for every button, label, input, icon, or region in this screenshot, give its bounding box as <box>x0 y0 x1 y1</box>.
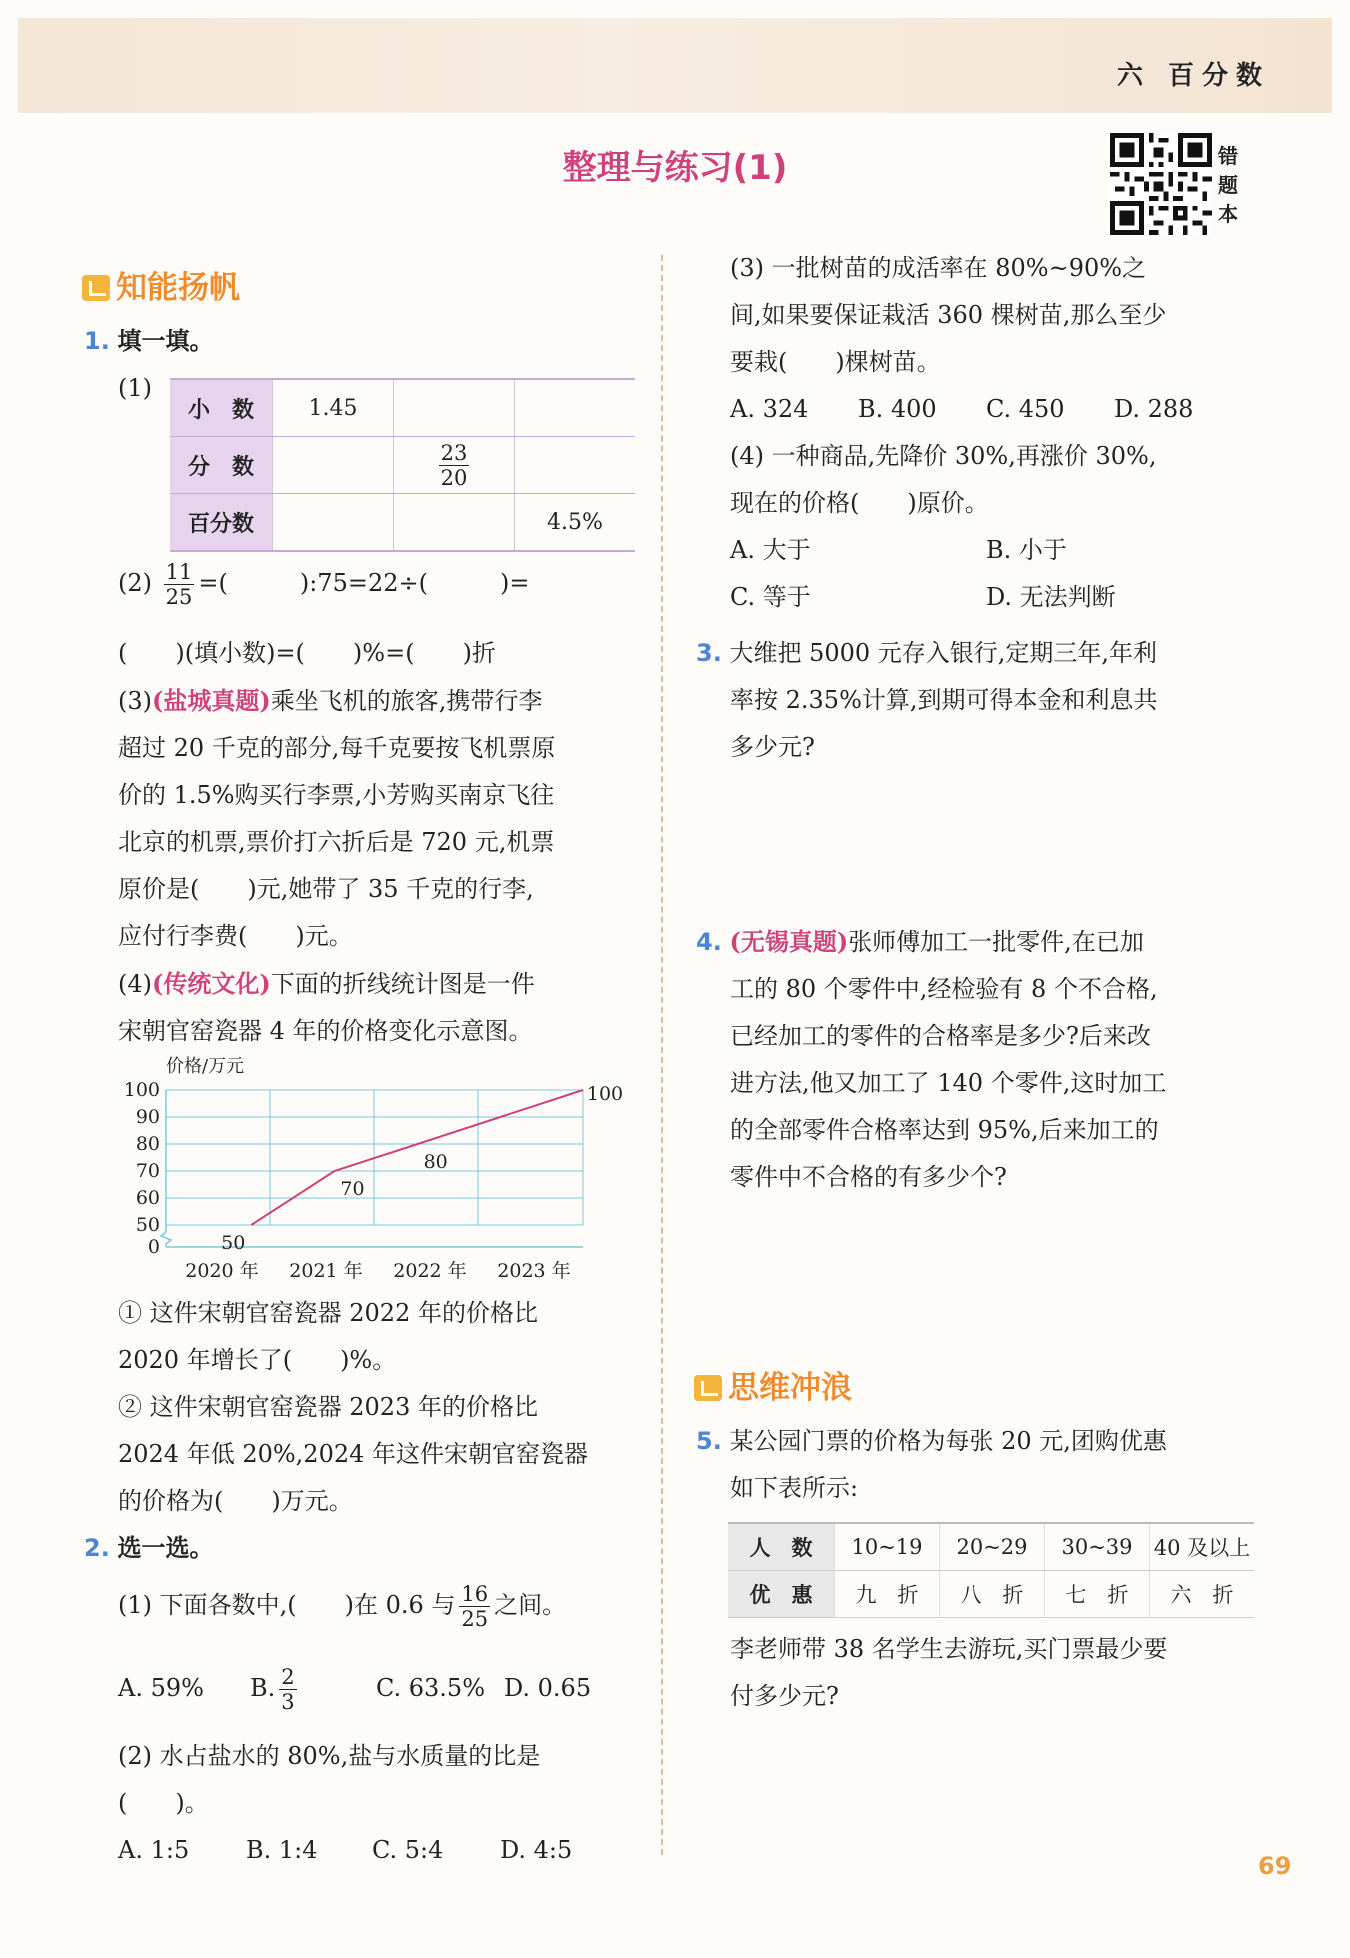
table-cell[interactable] <box>515 437 636 494</box>
row-header: 分 数 <box>170 437 273 494</box>
text-line: (4) 一种商品,先降价 30%,再涨价 30%, <box>730 442 1157 470</box>
table-cell: 20~29 <box>940 1523 1045 1571</box>
text-line <box>730 574 1250 621</box>
page-number: 69 <box>1258 1852 1292 1880</box>
y-tick-label: 80 <box>135 1133 160 1155</box>
y-tick-label: 90 <box>135 1106 160 1128</box>
q2-p2 <box>118 1733 638 1874</box>
q1-p3 <box>118 677 638 1055</box>
x-tick-labels <box>185 1260 570 1282</box>
chapter-label: 六 百分数 <box>1116 61 1270 91</box>
table-cell: 六 折 <box>1150 1571 1255 1618</box>
text-line: ② 这件宋朝官窑瓷器 2023 年的价格比 <box>118 1393 538 1421</box>
text-line: 的全部零件合格率达到 95%,后来加工的 <box>730 1116 1159 1144</box>
text-line: 5. 某公园门票的价格为每张 20 元,团购优惠 <box>696 1427 1167 1455</box>
text-line: ① 这件宋朝官窑瓷器 2022 年的价格比 <box>118 1299 538 1327</box>
y-tick-label: 0 <box>147 1236 160 1258</box>
discount-table <box>728 1522 1254 1618</box>
q2-number: 2. <box>84 1534 110 1562</box>
price-line-chart <box>118 1050 638 1290</box>
text-line: 多少元? <box>730 733 815 761</box>
option-d[interactable]: D. 288 <box>1114 395 1194 423</box>
text-line: 宋朝官窑瓷器 4 年的价格变化示意图。 <box>118 1017 533 1045</box>
option-d[interactable]: D. 无法判断 <box>986 583 1116 611</box>
table-cell: 10~19 <box>835 1523 940 1571</box>
text-line: ( )。 <box>118 1789 209 1817</box>
table-cell: 1.45 <box>273 379 394 437</box>
text-line: 4. (无锡真题)张师傅加工一批零件,在已加 <box>696 927 1144 956</box>
q1-p2-line2: ( )(填小数)=( )%=( )折 <box>118 639 496 667</box>
q1-p1-label: (1) <box>118 374 152 402</box>
table-cell: 4.5% <box>515 494 636 552</box>
table-cell[interactable] <box>273 437 394 494</box>
y-tick-labels <box>124 1079 160 1258</box>
text-line: (2) 水占盐水的 80%,盐与水质量的比是 <box>118 1742 541 1770</box>
option-b[interactable]: B. 1:4 <box>246 1836 318 1864</box>
x-tick-label: 2020 年 <box>185 1260 259 1282</box>
fraction: $\frac{11}{25}$ <box>165 560 193 609</box>
q1-number: 1. <box>84 327 110 355</box>
option-b[interactable]: B. 400 <box>858 395 937 423</box>
text-line <box>118 1827 638 1874</box>
section-label-2: 思维冲浪 <box>728 1370 852 1406</box>
option-d[interactable]: D. 0.65 <box>504 1674 592 1702</box>
option-d[interactable]: D. 4:5 <box>500 1836 573 1864</box>
option-c[interactable]: C. 5:4 <box>372 1836 444 1864</box>
q5 <box>696 1418 1256 1512</box>
text-line: 已经加工的零件的合格率是多少?后来改 <box>730 1022 1151 1050</box>
column-divider <box>661 255 663 1855</box>
option-c[interactable]: C. 63.5% <box>376 1674 486 1702</box>
q4-number: 4. <box>696 928 722 956</box>
table-cell[interactable] <box>515 379 636 437</box>
text-line: 应付行李费( )元。 <box>118 922 353 950</box>
y-tick-label: 60 <box>135 1187 160 1209</box>
text-line: (3)(盐城真题)乘坐飞机的旅客,携带行李 <box>118 686 543 715</box>
y-axis-label: 价格/万元 <box>166 1056 245 1077</box>
q2-p1: (1) 下面各数中,( )在 0.6 与 $\frac{16}{25}$ 之间。 <box>118 1582 567 1631</box>
table-row <box>170 494 635 552</box>
q5-question <box>730 1626 1260 1720</box>
option-b[interactable]: B. $\frac{2}{3}$ <box>250 1665 295 1714</box>
text-line: 3. 大维把 5000 元存入银行,定期三年,年利 <box>696 639 1158 667</box>
series-line <box>251 1090 583 1225</box>
page-title: 整理与练习(1) <box>562 148 788 188</box>
text-line: 零件中不合格的有多少个? <box>730 1163 1007 1191</box>
row-header: 人 数 <box>728 1523 835 1571</box>
q1-sub-questions <box>118 1290 638 1525</box>
table-cell[interactable] <box>394 379 515 437</box>
x-tick-label: 2023 年 <box>497 1260 571 1282</box>
option-a[interactable]: A. 1:5 <box>118 1836 190 1864</box>
option-c[interactable]: C. 450 <box>986 395 1065 423</box>
qr-code-icon[interactable] <box>1110 133 1212 235</box>
source-tag: (无锡真题) <box>729 927 849 956</box>
text-line: 率按 2.35%计算,到期可得本金和利息共 <box>730 686 1158 714</box>
x-tick-label: 2021 年 <box>289 1260 363 1282</box>
data-label: 50 <box>221 1232 246 1254</box>
q2-p3-p4 <box>730 245 1250 621</box>
text-line: 原价是( )元,她带了 35 千克的行李, <box>118 875 534 903</box>
text-line: 间,如果要保证栽活 360 棵树苗,那么至少 <box>730 301 1167 329</box>
fraction: $\frac{23}{20}$ <box>440 440 468 490</box>
option-a[interactable]: A. 59% <box>118 1674 204 1702</box>
text-line <box>730 527 1250 574</box>
text-line: 的价格为( )万元。 <box>118 1487 353 1515</box>
option-b[interactable]: B. 小于 <box>986 536 1067 564</box>
table-cell: 40 及以上 <box>1150 1523 1255 1571</box>
text-line: (3) 一批树苗的成活率在 80%~90%之 <box>730 254 1147 282</box>
section-title-1 <box>82 262 240 307</box>
q4 <box>696 918 1256 1201</box>
y-tick-label: 50 <box>135 1214 160 1236</box>
table-row <box>728 1523 1254 1571</box>
option-a[interactable]: A. 大于 <box>730 536 811 564</box>
y-tick-label: 70 <box>135 1160 160 1182</box>
text-line: 李老师带 38 名学生去游玩,买门票最少要 <box>730 1635 1168 1663</box>
text-line: 如下表所示: <box>730 1474 859 1502</box>
book-icon <box>82 275 110 301</box>
table-row <box>170 379 635 437</box>
qr-label: 错题本 <box>1218 144 1238 226</box>
option-c[interactable]: C. 等于 <box>730 583 811 611</box>
table-cell: 30~39 <box>1045 1523 1150 1571</box>
fraction: $\frac{16}{25}$ <box>461 1582 489 1631</box>
q5-number: 5. <box>696 1427 722 1455</box>
source-tag: (盐城真题) <box>152 686 271 715</box>
table-cell[interactable] <box>394 494 515 552</box>
q3-number: 3. <box>696 639 722 667</box>
data-label: 70 <box>340 1178 365 1200</box>
decimal-fraction-table <box>170 378 635 552</box>
source-tag: (传统文化) <box>152 969 271 998</box>
row-header: 小 数 <box>170 379 273 437</box>
text-line: 要栽( )棵树苗。 <box>730 348 941 376</box>
data-labels <box>221 1083 623 1254</box>
table-cell <box>394 437 515 494</box>
table-cell[interactable] <box>273 494 394 552</box>
text-line <box>730 386 1250 433</box>
x-tick-label: 2022 年 <box>393 1260 467 1282</box>
axis-break <box>161 1232 171 1247</box>
row-header: 优 惠 <box>728 1571 835 1618</box>
table-cell: 九 折 <box>835 1571 940 1618</box>
text-line: 工的 80 个零件中,经检验有 8 个不合格, <box>730 975 1158 1003</box>
q2-title: 选一选。 <box>117 1534 214 1562</box>
option-a[interactable]: A. 324 <box>730 395 809 423</box>
fraction: $\frac{2}{3}$ <box>281 1665 295 1714</box>
text-line: 超过 20 千克的部分,每千克要按飞机票原 <box>118 734 556 762</box>
section-label-1: 知能扬帆 <box>116 270 240 306</box>
text-line: 2020 年增长了( )%。 <box>118 1346 397 1374</box>
text-line: 2024 年低 20%,2024 年这件宋朝官窑瓷器 <box>118 1440 589 1468</box>
q1-header <box>84 318 213 365</box>
row-header: 百分数 <box>170 494 273 552</box>
section-title-2 <box>694 1362 852 1407</box>
table-cell: 七 折 <box>1045 1571 1150 1618</box>
q3 <box>696 630 1256 771</box>
q1-p2-line1: (2) $\frac{11}{25}$ =( ):75=22÷( )= <box>118 560 530 609</box>
text-line: 北京的机票,票价打六折后是 720 元,机票 <box>118 828 555 856</box>
text-line: 现在的价格( )原价。 <box>730 489 989 517</box>
table-cell: 八 折 <box>940 1571 1045 1618</box>
data-label: 80 <box>423 1151 448 1173</box>
q2-p1-options <box>118 1665 591 1714</box>
text-line: (4)(传统文化)下面的折线统计图是一件 <box>118 969 535 998</box>
wave-icon <box>694 1375 722 1401</box>
chart-grid <box>161 1090 583 1247</box>
table-row <box>728 1571 1254 1618</box>
y-tick-label: 100 <box>123 1079 160 1101</box>
data-label: 100 <box>586 1083 624 1105</box>
q1-title: 填一填。 <box>117 327 214 355</box>
text-line: 付多少元? <box>730 1682 839 1710</box>
q2-header <box>84 1525 213 1572</box>
text-line: 进方法,他又加工了 140 个零件,这时加工 <box>730 1069 1167 1097</box>
text-line: 价的 1.5%购买行李票,小芳购买南京飞往 <box>118 781 555 809</box>
table-row <box>170 437 635 494</box>
